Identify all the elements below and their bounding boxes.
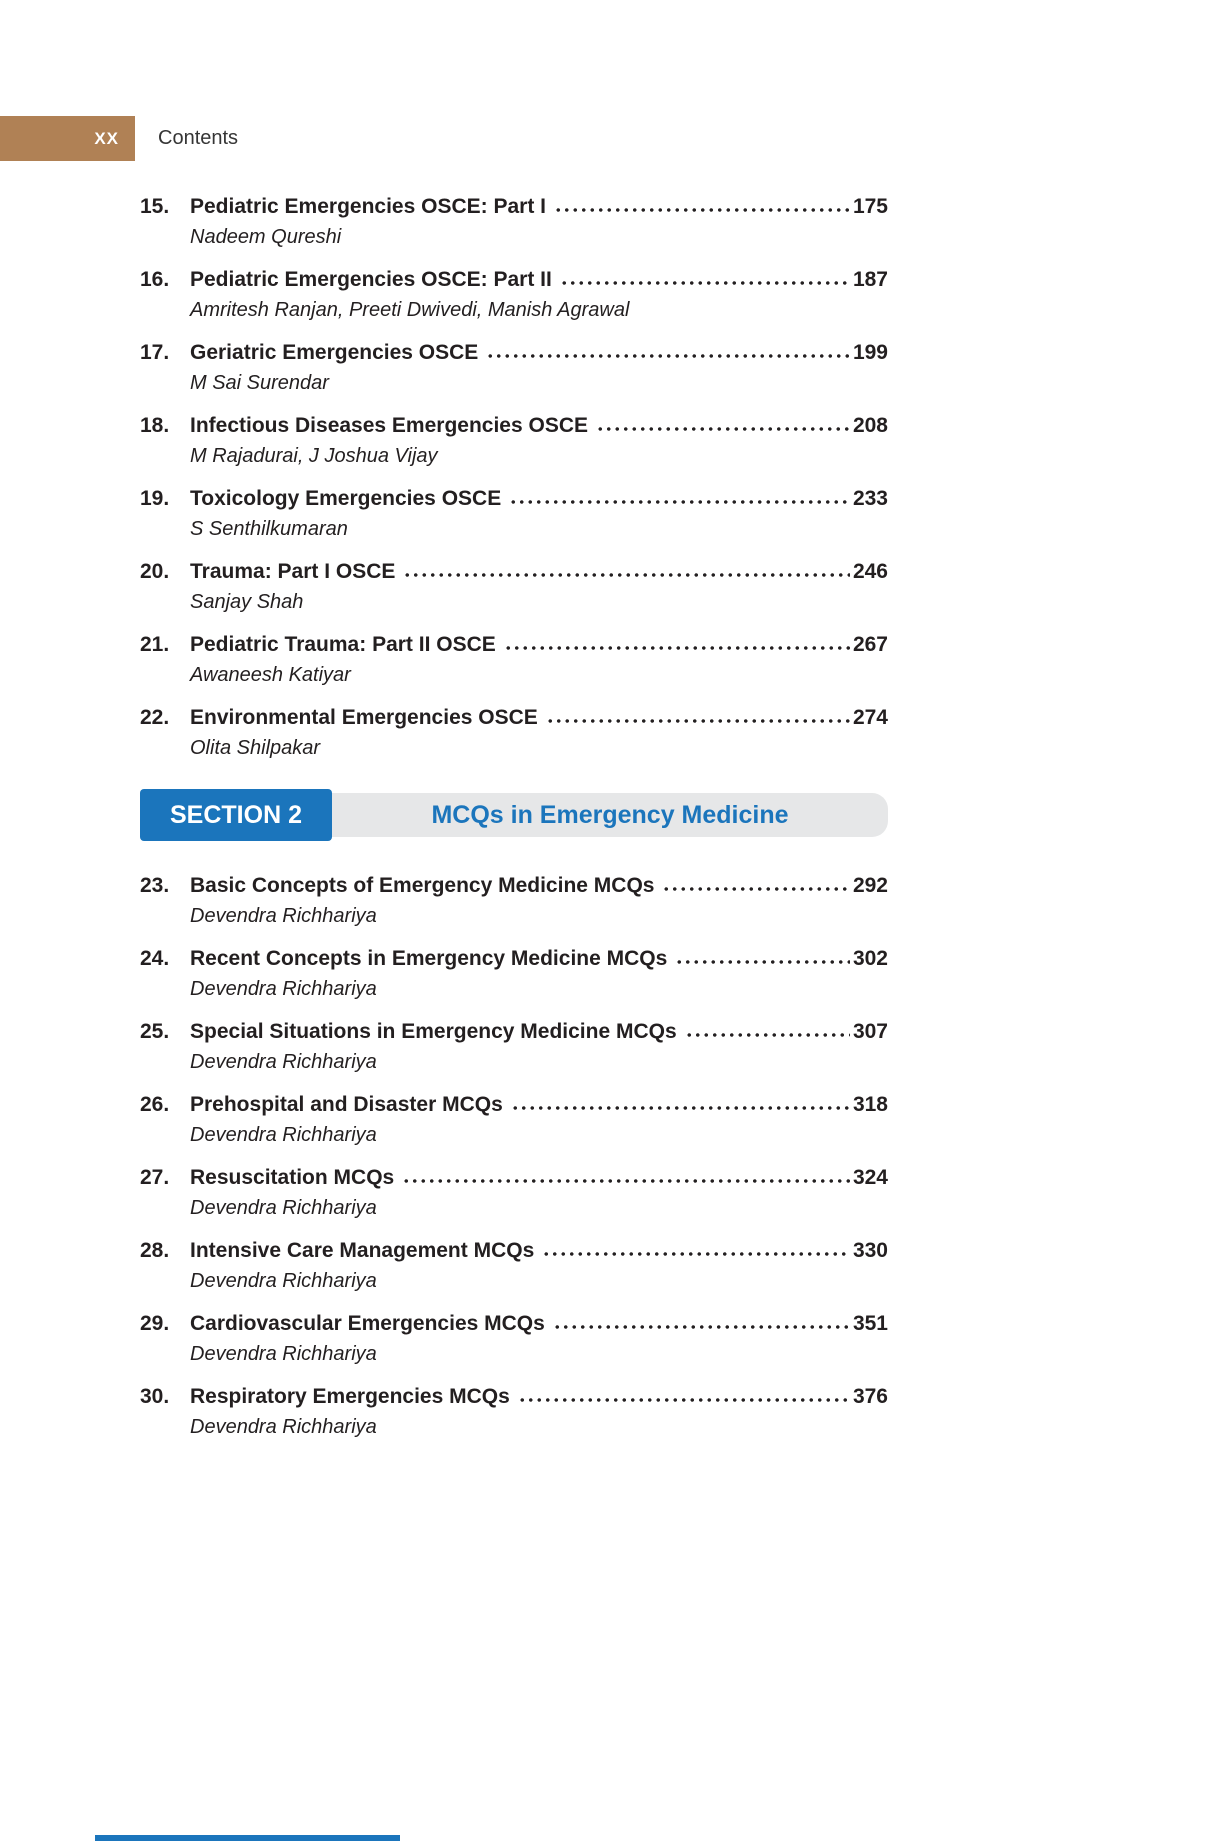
entry-body	[190, 871, 888, 931]
entry-authors: Devendra Richhariya	[190, 1124, 377, 1146]
entry-title-line	[190, 338, 888, 368]
toc-entry	[140, 1090, 888, 1150]
entry-page-number: 175	[852, 195, 888, 218]
entry-title-line	[190, 557, 888, 587]
footer-rule	[95, 1835, 400, 1841]
entry-number: 18.	[140, 414, 170, 437]
dot-leader	[553, 1324, 850, 1330]
toc-entry	[140, 703, 888, 763]
toc-section-1-entries	[140, 192, 888, 763]
entry-page-number: 376	[852, 1385, 888, 1408]
entry-title: Prehospital and Disaster MCQs	[190, 1093, 503, 1116]
entry-body	[190, 703, 888, 763]
entry-body	[190, 944, 888, 1004]
toc-entry	[140, 557, 888, 617]
entry-title-line	[190, 703, 888, 733]
dot-leader	[486, 353, 850, 359]
entry-body	[190, 630, 888, 690]
entry-title: Respiratory Emergencies MCQs	[190, 1385, 510, 1408]
entry-authors: Devendra Richhariya	[190, 1270, 377, 1292]
entry-page-number: 208	[852, 414, 888, 437]
entry-body	[190, 1017, 888, 1077]
toc-section-2-entries	[140, 871, 888, 1442]
toc-entry	[140, 265, 888, 325]
entry-authors: Nadeem Qureshi	[190, 226, 342, 248]
dot-leader	[662, 886, 849, 892]
dot-leader	[596, 426, 850, 432]
entry-title-line	[190, 1309, 888, 1339]
entry-body	[190, 411, 888, 471]
entry-number: 26.	[140, 1093, 170, 1116]
entry-page-number: 199	[852, 341, 888, 364]
entry-page-number: 292	[852, 874, 888, 897]
entry-title-line	[190, 630, 888, 660]
entry-title: Cardiovascular Emergencies MCQs	[190, 1312, 545, 1335]
entry-title: Trauma: Part I OSCE	[190, 560, 396, 583]
dot-leader	[402, 1178, 850, 1184]
entry-authors: Devendra Richhariya	[190, 978, 377, 1000]
entry-authors: Amritesh Ranjan, Preeti Dwivedi, Manish Agrawal	[190, 299, 630, 321]
toc-entry	[140, 1309, 888, 1369]
toc-entry	[140, 871, 888, 931]
entry-title: Recent Concepts in Emergency Medicine MCQs	[190, 947, 668, 970]
entry-number: 19.	[140, 487, 170, 510]
entry-number: 16.	[140, 268, 170, 291]
toc-entry	[140, 411, 888, 471]
entry-authors: Awaneesh Katiyar	[190, 664, 351, 686]
entry-number: 27.	[140, 1166, 170, 1189]
dot-leader	[675, 959, 850, 965]
entry-authors: Sanjay Shah	[190, 591, 304, 613]
toc-entry	[140, 192, 888, 252]
toc-entry	[140, 630, 888, 690]
dot-leader	[511, 1105, 850, 1111]
entry-body	[190, 484, 888, 544]
entry-title-line	[190, 1017, 888, 1047]
entry-title: Basic Concepts of Emergency Medicine MCQs	[190, 874, 655, 897]
entry-title: Environmental Emergencies OSCE	[190, 706, 538, 729]
entry-page-number: 246	[852, 560, 888, 583]
entry-title-line	[190, 1163, 888, 1193]
section-2-badge: SECTION 2	[140, 789, 332, 841]
entry-page-number: 187	[852, 268, 888, 291]
entry-authors: S Senthilkumaran	[190, 518, 348, 540]
dot-leader	[403, 572, 850, 578]
entry-page-number: 267	[852, 633, 888, 656]
dot-leader	[518, 1397, 850, 1403]
entry-number: 28.	[140, 1239, 170, 1262]
entry-number: 17.	[140, 341, 170, 364]
entry-authors: Olita Shilpakar	[190, 737, 321, 759]
toc-entry	[140, 338, 888, 398]
entry-body	[190, 1090, 888, 1150]
dot-leader	[509, 499, 850, 505]
entry-title: Pediatric Emergencies OSCE: Part II	[190, 268, 552, 291]
entry-title: Geriatric Emergencies OSCE	[190, 341, 479, 364]
entry-authors: Devendra Richhariya	[190, 1416, 377, 1438]
entry-title-line	[190, 1382, 888, 1412]
entry-title-line	[190, 1090, 888, 1120]
entry-page-number: 302	[852, 947, 888, 970]
entry-authors: M Sai Surendar	[190, 372, 329, 394]
dot-leader	[560, 280, 850, 286]
entry-title: Pediatric Emergencies OSCE: Part I	[190, 195, 546, 218]
entry-body	[190, 265, 888, 325]
entry-title: Pediatric Trauma: Part II OSCE	[190, 633, 496, 656]
entry-number: 22.	[140, 706, 170, 729]
entry-number: 25.	[140, 1020, 170, 1043]
entry-title-line	[190, 484, 888, 514]
entry-body	[190, 1309, 888, 1369]
entry-body	[190, 557, 888, 617]
dot-leader	[546, 718, 850, 724]
entry-number: 20.	[140, 560, 170, 583]
toc-entry	[140, 1382, 888, 1442]
page-header	[0, 116, 238, 161]
entry-authors: Devendra Richhariya	[190, 905, 377, 927]
toc-content	[140, 192, 888, 1455]
entry-page-number: 330	[852, 1239, 888, 1262]
entry-body	[190, 1236, 888, 1296]
page-number-label: XX	[94, 128, 119, 148]
entry-body	[190, 338, 888, 398]
entry-page-number: 274	[852, 706, 888, 729]
entry-page-number: 307	[852, 1020, 888, 1043]
entry-page-number: 318	[852, 1093, 888, 1116]
entry-body	[190, 1382, 888, 1442]
dot-leader	[554, 207, 850, 213]
entry-body	[190, 1163, 888, 1223]
page-number-tab	[0, 116, 135, 161]
entry-number: 21.	[140, 633, 170, 656]
toc-entry	[140, 1163, 888, 1223]
entry-number: 30.	[140, 1385, 170, 1408]
toc-entry	[140, 944, 888, 1004]
toc-entry	[140, 1236, 888, 1296]
entry-title: Resuscitation MCQs	[190, 1166, 395, 1189]
entry-number: 24.	[140, 947, 170, 970]
dot-leader	[542, 1251, 850, 1257]
entry-authors: Devendra Richhariya	[190, 1051, 377, 1073]
entry-page-number: 351	[852, 1312, 888, 1335]
entry-title: Infectious Diseases Emergencies OSCE	[190, 414, 589, 437]
entry-title-line	[190, 411, 888, 441]
entry-number: 23.	[140, 874, 170, 897]
section-2-banner	[140, 789, 888, 841]
entry-title-line	[190, 871, 888, 901]
entry-authors: Devendra Richhariya	[190, 1343, 377, 1365]
dot-leader	[685, 1032, 850, 1038]
toc-entry	[140, 1017, 888, 1077]
entry-authors: M Rajadurai, J Joshua Vijay	[190, 445, 438, 467]
toc-entry	[140, 484, 888, 544]
entry-number: 15.	[140, 195, 170, 218]
entry-title: Special Situations in Emergency Medicine MCQs	[190, 1020, 677, 1043]
entry-number: 29.	[140, 1312, 170, 1335]
dot-leader	[504, 645, 850, 651]
entry-title-line	[190, 944, 888, 974]
entry-title-line	[190, 1236, 888, 1266]
entry-title-line	[190, 192, 888, 222]
entry-body	[190, 192, 888, 252]
header-title: Contents	[158, 127, 239, 149]
entry-page-number: 233	[852, 487, 888, 510]
entry-authors: Devendra Richhariya	[190, 1197, 377, 1219]
entry-page-number: 324	[852, 1166, 888, 1189]
section-2-title: MCQs in Emergency Medicine	[431, 800, 789, 829]
entry-title: Intensive Care Management MCQs	[190, 1239, 535, 1262]
entry-title-line	[190, 265, 888, 295]
entry-title: Toxicology Emergencies OSCE	[190, 487, 502, 510]
